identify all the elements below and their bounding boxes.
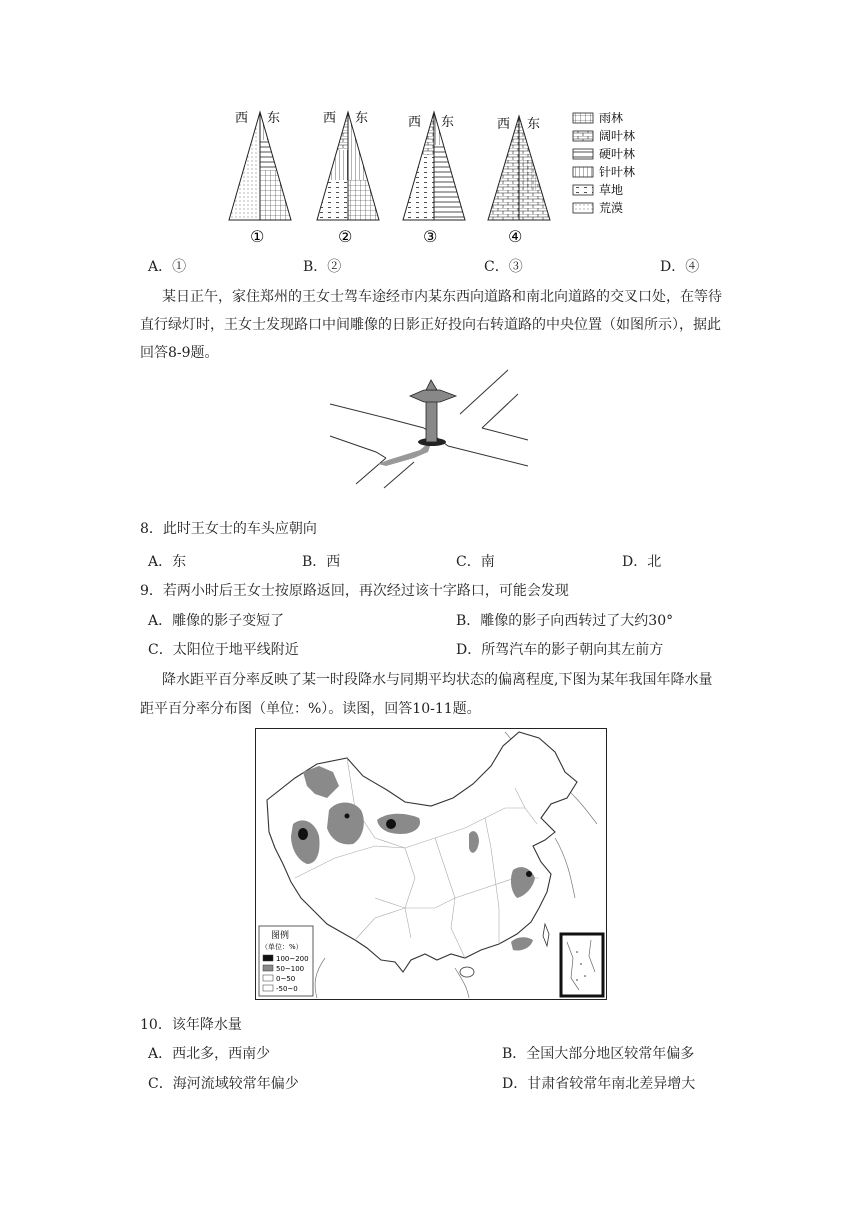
map-legend [259, 926, 313, 996]
q8-option-c[interactable]: C．南 [456, 554, 495, 570]
map-legend-item-2: 50~100 [276, 965, 305, 973]
pyramid-1 [215, 100, 300, 230]
legend-grassland: 草地 [599, 183, 624, 197]
q9-option-d[interactable]: D．所驾汽车的影子朝向其左前方 [456, 642, 664, 658]
q10-option-c[interactable]: C．海河流域较常年偏少 [148, 1076, 299, 1092]
pyramid-4 [480, 100, 559, 230]
map-legend-title: 图例 [271, 931, 290, 941]
pyramid-1-east-label: 东 [267, 111, 281, 126]
pyramid-1-west-label: 西 [235, 111, 249, 126]
q9-stem: 9．若两小时后王女士按原路返回，再次经过该十字路口，可能会发现 [140, 583, 569, 599]
q9-option-b[interactable]: B．雕像的影子向西转过了大约30° [456, 613, 674, 629]
patch-core-north [386, 819, 396, 829]
south-china-sea-inset [561, 934, 603, 996]
q8-stem: 8．此时王女士的车头应朝向 [140, 521, 317, 537]
patch-core-tarim [298, 828, 308, 840]
vegetation-legend [573, 110, 635, 215]
map-legend-item-4: -50~0 [276, 985, 298, 993]
pyramid-3 [395, 100, 474, 230]
q9-option-a[interactable]: A．雕像的影子变短了 [148, 613, 285, 629]
q7-option-a[interactable]: A．① [148, 259, 187, 275]
precipitation-anomaly-map [255, 728, 607, 1000]
legend-desert: 荒漠 [599, 201, 624, 215]
pyramid-2-numeral: ② [338, 227, 353, 246]
pyramid-4-west-label: 西 [497, 117, 511, 132]
map-legend-unit: （单位：%） [261, 943, 303, 951]
q10-option-d[interactable]: D．甘肃省较常年南北差异增大 [502, 1076, 696, 1092]
map-legend-item-3: 0~50 [276, 975, 296, 983]
patch-core-tianshan [345, 814, 350, 819]
pyramid-2-east-label: 东 [355, 111, 369, 126]
q7-option-d[interactable]: D．④ [660, 259, 700, 275]
legend-rainforest: 雨林 [599, 111, 624, 125]
map-legend-item-1: 100~200 [276, 955, 309, 963]
q8-option-d[interactable]: D．北 [622, 554, 662, 570]
legend-coniferous: 针叶林 [599, 165, 636, 179]
passage-10-11: 降水距平百分率反映了某一时段降水与同期平均状态的偏离程度,下图为某年我国年降水量距平百分率分布图（单位：%）。读图，回答10-11题。 [140, 672, 713, 717]
q10-option-b[interactable]: B．全国大部分地区较常年偏多 [502, 1046, 695, 1062]
passage-8-9: 某日正午，家住郑州的王女士驾车途经市内某东西向道路和南北向道路的交叉口处，在等待直行绿灯时，王女士发现路口中间雕像的日影正好投向右转道路的中央位置（如图所示），据此回答8-9题。 [140, 289, 722, 361]
q7-option-b[interactable]: B．② [303, 259, 342, 275]
intersection-statue-figure [328, 366, 530, 490]
vegetation-pyramid-figure [215, 100, 655, 248]
legend-sclerophyll: 硬叶林 [599, 147, 636, 161]
pyramid-4-east-label: 东 [527, 117, 541, 132]
q7-option-c[interactable]: C．③ [484, 259, 523, 275]
q10-option-a[interactable]: A．西北多，西南少 [148, 1046, 271, 1062]
q8-option-a[interactable]: A．东 [148, 554, 187, 570]
pyramid-3-numeral: ③ [423, 227, 438, 246]
legend-broadleaf: 阔叶林 [599, 129, 636, 143]
q8-option-b[interactable]: B．西 [302, 554, 341, 570]
pyramid-1-numeral: ① [250, 227, 265, 246]
patch-core-jiangsu [526, 871, 532, 877]
pyramid-3-west-label: 西 [408, 115, 422, 130]
q9-option-c[interactable]: C．太阳位于地平线附近 [148, 642, 299, 658]
pyramid-2-west-label: 西 [323, 111, 337, 126]
pyramid-2 [310, 100, 388, 230]
pyramid-3-east-label: 东 [441, 115, 455, 130]
q10-stem: 10．该年降水量 [140, 1017, 242, 1033]
pyramid-4-numeral: ④ [508, 227, 523, 246]
